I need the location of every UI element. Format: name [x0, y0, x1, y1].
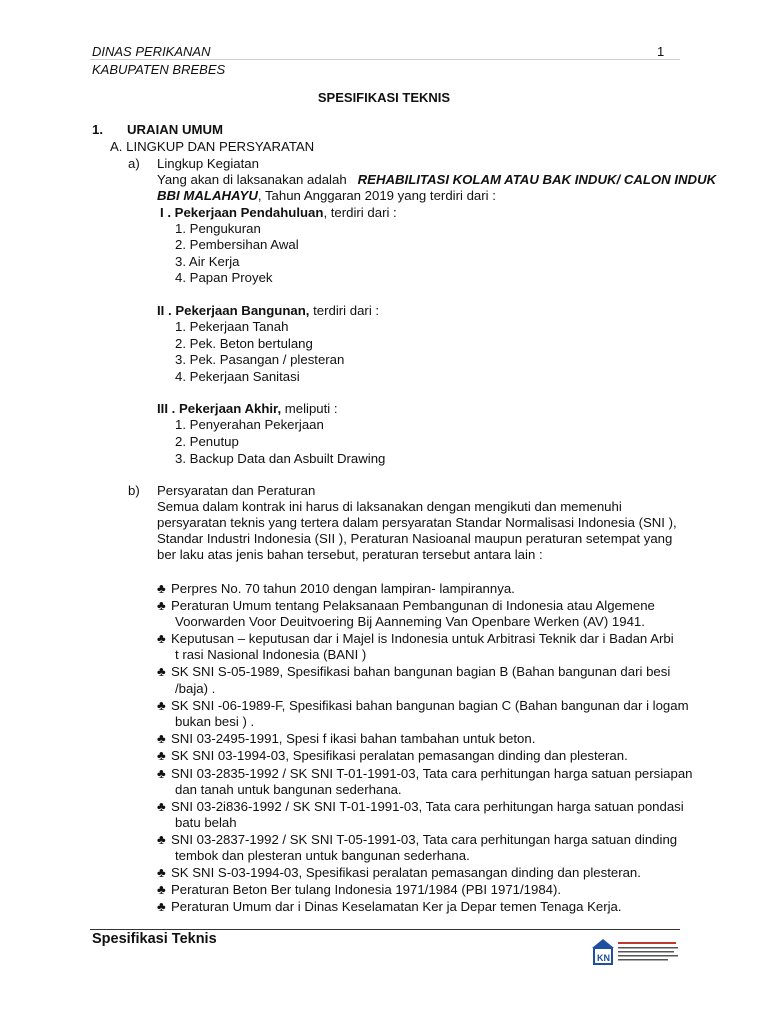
subsection-a-heading: A. LINGKUP DAN PERSYARATAN [110, 139, 315, 154]
group2-item: 4. Pekerjaan Sanitasi [175, 369, 300, 384]
club-bullet-icon: ♣ [157, 598, 166, 613]
group3-item: 1. Penyerahan Pekerjaan [175, 417, 324, 432]
regulation-text: Peraturan Beton Ber tulang Indonesia 1971/1984 (PBI 1971/1984). [171, 882, 562, 897]
group1-item: 4. Papan Proyek [175, 270, 273, 285]
item-b-marker: b) [128, 483, 140, 498]
regulation-text: Peraturan Umum dar i Dinas Keselamatan Ker ja Depar temen Tenaga Kerja. [171, 899, 622, 914]
club-bullet-icon: ♣ [157, 664, 166, 679]
section-title: URAIAN UMUM [127, 122, 223, 137]
group3-item: 2. Penutup [175, 434, 239, 449]
item-b-paragraph-line: ber laku atas jenis bahan tersebut, peraturan tersebut antara lain : [157, 547, 543, 562]
regulation-text: SK SNI 03-1994-03, Spesifikasi peralatan pemasangan dinding dan plesteran. [171, 748, 628, 763]
item-a-label: Lingkup Kegiatan [157, 156, 259, 171]
group2-prefix: II . [157, 303, 176, 318]
item-b-paragraph-line: Semua dalam kontrak ini harus di laksanakan dengan mengikuti dan memenuhi [157, 499, 622, 514]
footer-title: Spesifikasi Teknis [92, 931, 217, 947]
project-name: REHABILITASI KOLAM ATAU BAK INDUK/ CALON INDUK [357, 172, 717, 187]
regulation-bullet [157, 865, 641, 881]
item-b-label: Persyaratan dan Peraturan [157, 483, 316, 498]
club-bullet-icon: ♣ [157, 748, 166, 763]
group2-title: Pekerjaan Bangunan, [175, 303, 310, 318]
regulation-bullet [157, 882, 561, 898]
regulation-bullet [157, 748, 628, 764]
club-bullet-icon: ♣ [157, 882, 166, 897]
regulation-bullet [157, 766, 693, 782]
club-bullet-icon: ♣ [157, 631, 166, 646]
footer-rule [90, 929, 680, 930]
project-location: BBI MALAHAYU [157, 188, 258, 203]
regulation-text: SK SNI -06-1989-F, Spesifikasi bahan bangunan bagian C (Bahan bangunan dar i logam [171, 698, 689, 713]
club-bullet-icon: ♣ [157, 899, 166, 914]
club-bullet-icon: ♣ [157, 731, 166, 746]
item-b-paragraph-line: persyaratan teknis yang tertera dalam persyaratan Standar Normalisasi Indonesia (SNI ), [157, 515, 677, 530]
item-a-intro-text: Yang akan di laksanakan adalah [157, 172, 347, 187]
group3-title: Pekerjaan Akhir, [178, 401, 282, 416]
group2-item: 3. Pek. Pasangan / plesteran [175, 352, 345, 367]
regulation-text: SNI 03-2495-1991, Spesi f ikasi bahan tambahan untuk beton. [171, 731, 536, 746]
item-a-marker: a) [128, 156, 140, 171]
regulation-continuation: Voorwarden Voor Deuitvoering Bij Aanneming Van Openbare Werken (AV) 1941. [175, 614, 645, 629]
regulation-bullet [157, 899, 622, 915]
regulation-text: Peraturan Umum tentang Pelaksanaan Pembangunan di Indonesia atau Algemene [171, 598, 655, 613]
logo-lettering: KN [597, 953, 610, 963]
consultant-logo-icon [590, 936, 682, 968]
regulation-text: SNI 03-2837-1992 / SK SNI T-05-1991-03, Tata cara perhitungan harga satuan dinding [171, 832, 678, 847]
group1-title: Pekerjaan Pendahuluan [174, 205, 324, 220]
group3-heading [157, 401, 338, 417]
group1-prefix: I . [160, 205, 175, 220]
regulation-bullet [157, 631, 674, 647]
group3-prefix: III . [157, 401, 179, 416]
group3-suffix: meliputi : [281, 401, 338, 416]
header-rule [90, 59, 680, 60]
regulation-continuation: t rasi Nasional Indonesia (BANI ) [175, 647, 367, 662]
regulation-text: SNI 03-2835-1992 / SK SNI T-01-1991-03, Tata cara perhitungan harga satuan persiapan [171, 766, 693, 781]
regulation-bullet [157, 832, 677, 848]
regulation-continuation: bukan besi ) . [175, 714, 255, 729]
section-number: 1. [92, 122, 103, 137]
regulation-bullet [157, 581, 515, 597]
club-bullet-icon: ♣ [157, 581, 166, 596]
regulation-bullet [157, 799, 684, 815]
group2-heading [157, 303, 379, 319]
club-bullet-icon: ♣ [157, 865, 166, 880]
regulation-text: Keputusan – keputusan dar i Majel is Indonesia untuk Arbitrasi Teknik dar i Badan Arbi [171, 631, 674, 646]
group1-heading [160, 205, 397, 221]
regulation-continuation: batu belah [175, 815, 237, 830]
club-bullet-icon: ♣ [157, 766, 166, 781]
regulation-bullet [157, 731, 535, 747]
item-a-intro-line2 [157, 188, 496, 204]
regulation-text: SNI 03-2i836-1992 / SK SNI T-01-1991-03, Tata cara perhitungan harga satuan pondasi [171, 799, 684, 814]
group3-item: 3. Backup Data dan Asbuilt Drawing [175, 451, 386, 466]
regulation-bullet [157, 664, 670, 680]
club-bullet-icon: ♣ [157, 799, 166, 814]
group1-item: 1. Pengukuran [175, 221, 261, 236]
group1-item: 2. Pembersihan Awal [175, 237, 299, 252]
club-bullet-icon: ♣ [157, 698, 166, 713]
group1-item: 3. Air Kerja [175, 254, 240, 269]
group2-item: 1. Pekerjaan Tanah [175, 319, 289, 334]
regulation-continuation: dan tanah untuk bangunan sederhana. [175, 782, 402, 797]
regulation-continuation: tembok dan plesteran untuk bangunan sederhana. [175, 848, 470, 863]
group2-item: 2. Pek. Beton bertulang [175, 336, 313, 351]
group2-suffix: terdiri dari : [309, 303, 380, 318]
regulation-text: SK SNI S-03-1994-03, Spesifikasi peralatan pemasangan dinding dan plesteran. [171, 865, 641, 880]
item-b-paragraph-line: Standar Industri Indonesia (SII ), Peraturan Nasioanal maupun peraturan setempat yang [157, 531, 673, 546]
header-agency: DINAS PERIKANAN [92, 44, 211, 59]
regulation-bullet [157, 598, 655, 614]
regulation-text: SK SNI S-05-1989, Spesifikasi bahan bangunan bagian B (Bahan bangunan dari besi [171, 664, 671, 679]
item-a-intro [157, 172, 716, 188]
regulation-bullet [157, 698, 689, 714]
regulation-text: Perpres No. 70 tahun 2010 dengan lampiran- lampirannya. [171, 581, 515, 596]
club-bullet-icon: ♣ [157, 832, 166, 847]
header-regency: KABUPATEN BREBES [92, 62, 226, 77]
document-title: SPESIFIKASI TEKNIS [317, 90, 451, 105]
item-a-intro-end: , Tahun Anggaran 2019 yang terdiri dari : [257, 188, 496, 203]
group1-suffix: , terdiri dari : [323, 205, 397, 220]
page-number: 1 [657, 44, 665, 59]
regulation-continuation: /baja) . [175, 681, 216, 696]
